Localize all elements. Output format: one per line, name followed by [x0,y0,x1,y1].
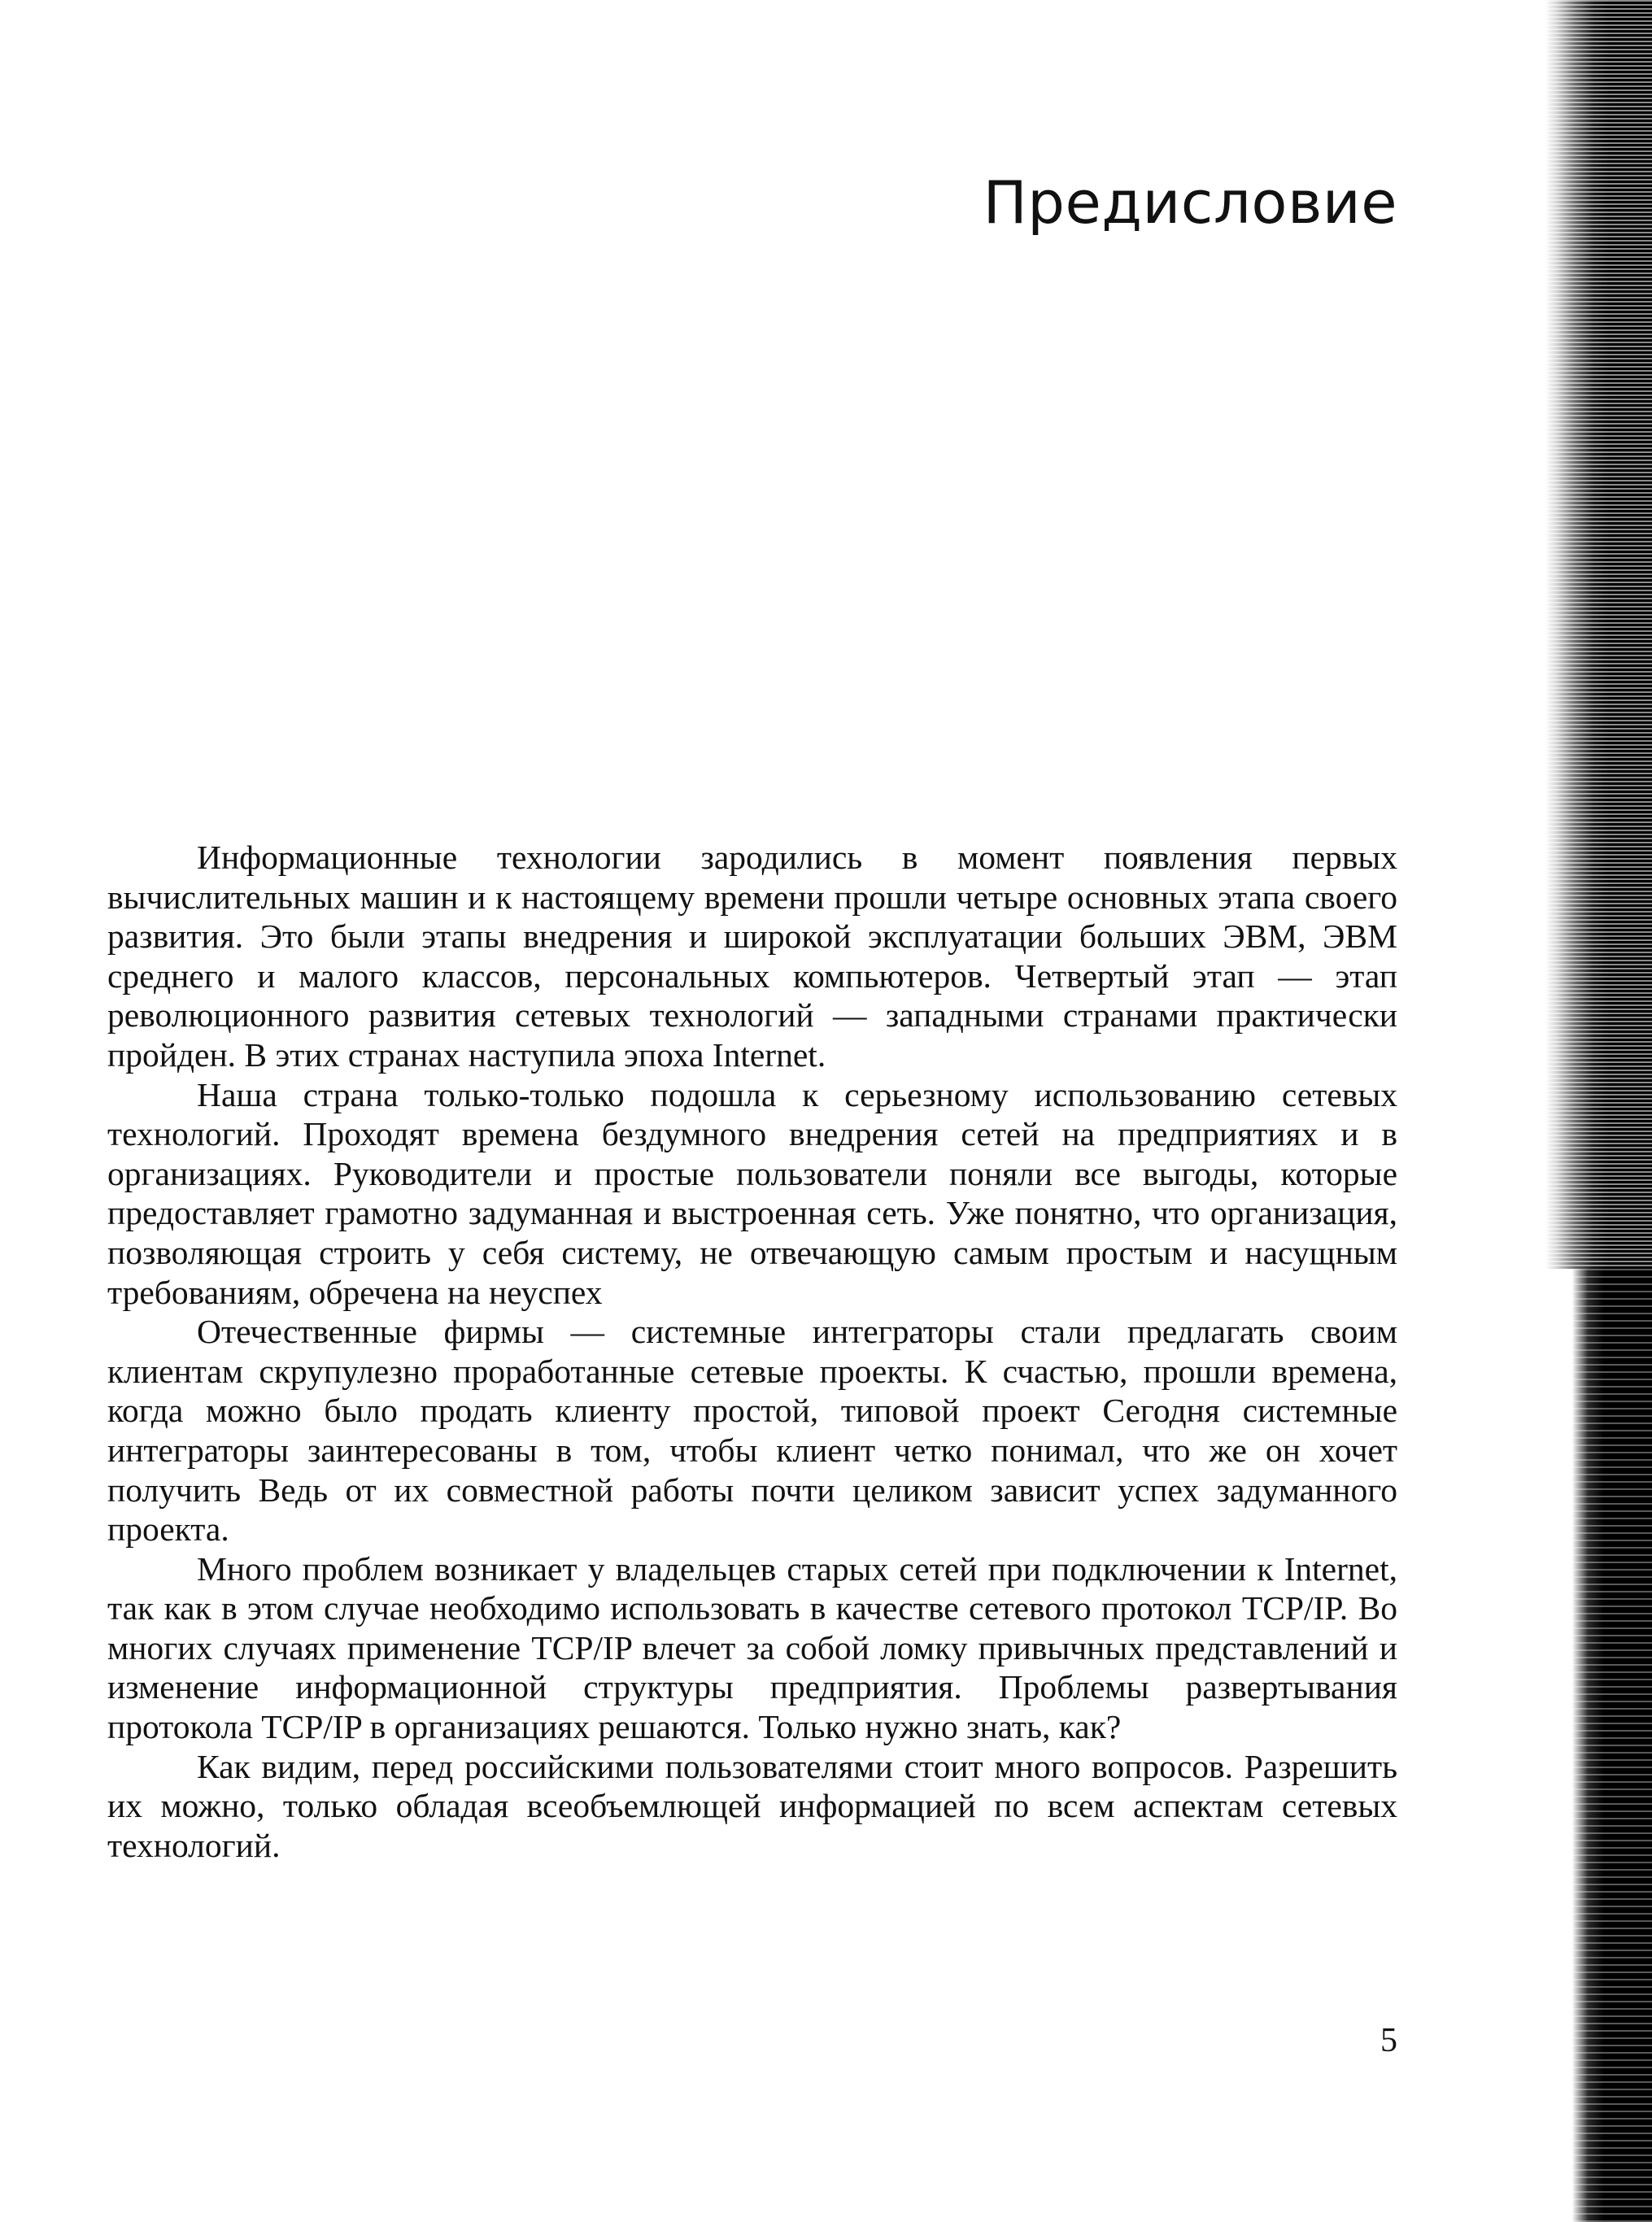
body-text [107,838,1397,1865]
chapter-title: Предисловие [983,168,1397,237]
paragraph-4: Много проблем возникает у владельцев старых сетей при подключении к Internet, так как в этом случае необходимо использовать в качестве сетевого протокол TCP/IP. Во многих случаях применение TCP/IP влечет за собой ломку привычных представлений и изменение информационной структуры предприятия. Проблемы развертывания протокола TCP/IP в организациях решаются. Только нужно знать, как? [107,1549,1397,1746]
scan-edge-shadow-lower [1545,1269,1652,2222]
paragraph-3: Отечественные фирмы — системные интеграторы стали предлагать своим клиентам скрупулезно проработанные сетевые проекты. К счастью, прошли времена, когда можно было продать клиенту простой, типовой проект Сегодня системные интеграторы заинтересованы в том, чтобы клиент четко понимал, что же он хочет получить Ведь от их совместной работы почти целиком зависит успех задуманного проекта. [107,1313,1397,1549]
paragraph-1: Информационные технологии зародились в момент появления первых вычислительных машин и к настоящему времени прошли четыре основных этапа своего развития. Это были этапы внедрения и широкой эксплуатации больших ЭВМ, ЭВМ среднего и малого классов, персональных компьютеров. Четвертый этап — этап революционного развития сетевых технологий — западными странами практически пройден. В этих странах наступила эпоха Internet. [107,839,1397,1074]
page-number: 5 [1380,2022,1397,2059]
paragraph-2: Наша страна только-только подошла к серьезному использованию сетевых технологий. Проходят времена бездумного внедрения сетей на предприятиях и в организациях. Руководители и простые пользователи поняли все выгоды, которые предоставляет грамотно задуманная и выстроенная сеть. Уже понятно, что организация, позволяющая строить у себя систему, не отвечающую самым простым и насущным требованиям, обречена на неуспех [107,1075,1397,1311]
paragraph-5: Как видим, перед российскими пользователями стоит много вопросов. Разрешить их можно, только обладая всеобъемлющей информацией по всем аспектам сетевых технологий. [107,1747,1397,1864]
